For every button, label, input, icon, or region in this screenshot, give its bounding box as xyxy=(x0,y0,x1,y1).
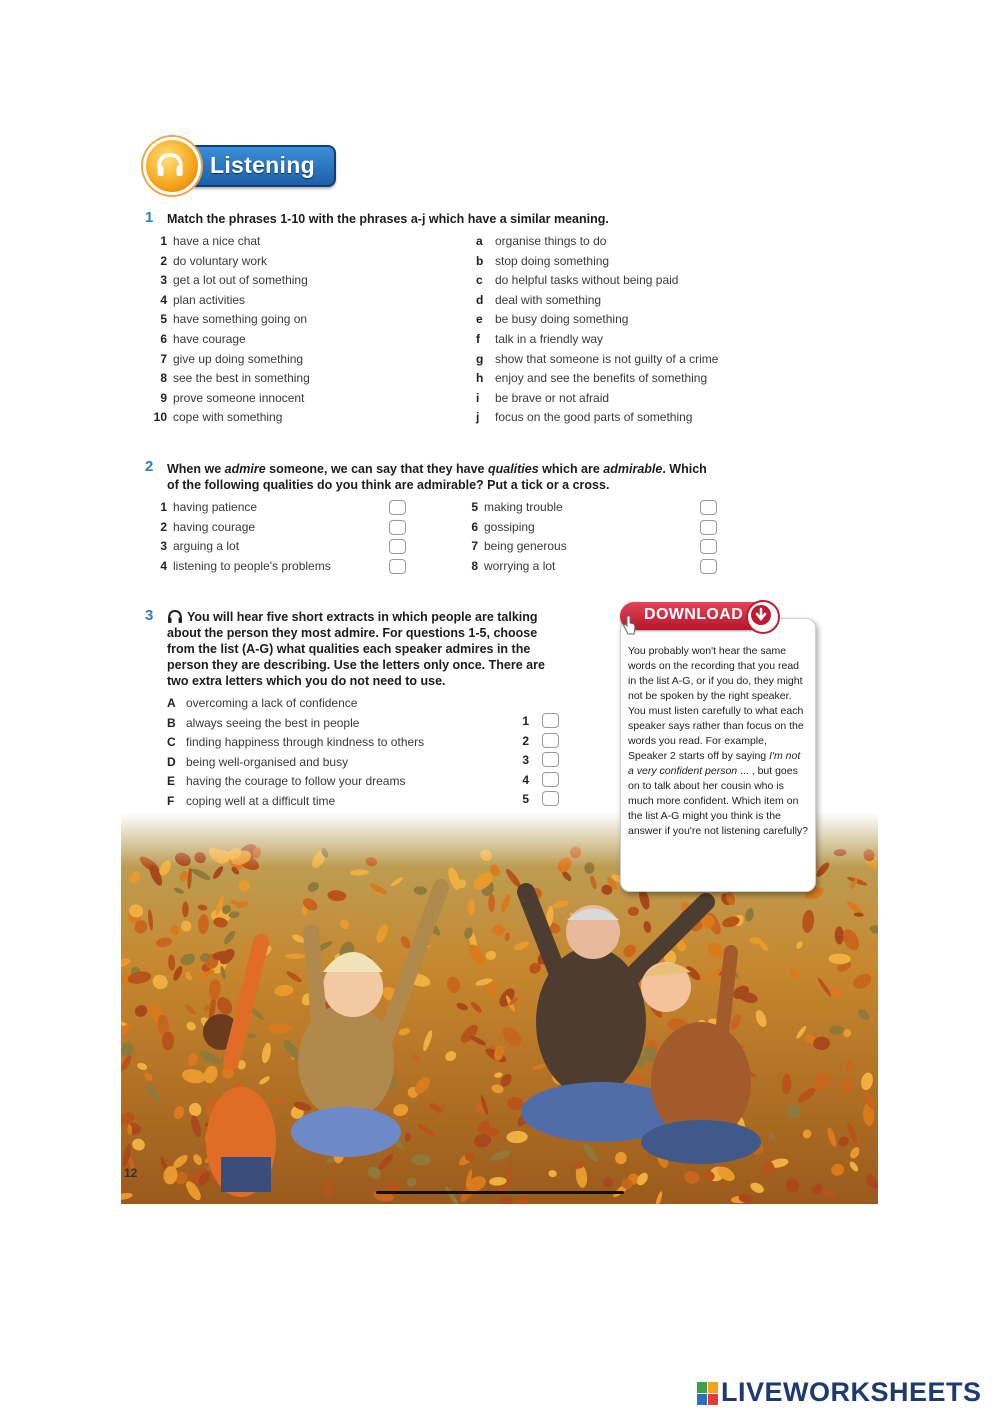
listening-title: Listening xyxy=(210,152,315,178)
q3-option xyxy=(167,792,335,811)
q2-quality-number: 2 xyxy=(160,519,167,534)
answer-number: 3 xyxy=(522,753,529,768)
q1-left-item xyxy=(147,271,308,290)
download-tip-text: You probably won't hear the same words on the recording that you read in the list A-G, or if you do, they might not be spoken by the right speaker. You must listen carefully to what each speaker says rather than focus on the words you read. For example, Speaker 2 starts off by saying I'm not a very confident person ... , but goes on to talk about her cousin who is much more confident. Which item on the list A-G might you think is the answer if you're not listening carefully? xyxy=(628,645,809,837)
answer-box[interactable] xyxy=(542,752,559,767)
pointing-hand-icon xyxy=(622,614,636,641)
q2-instruction-line2: of the following qualities do you think are admirable? Put a tick or a cross. xyxy=(167,478,610,492)
q2-quality-text: having courage xyxy=(173,519,256,534)
q2-quality-text: making trouble xyxy=(484,500,563,514)
q2-quality-number: 8 xyxy=(471,558,478,573)
q1-left-text: prove someone innocent xyxy=(173,390,305,405)
q1-right-item xyxy=(476,369,707,388)
q1-left-item xyxy=(147,310,307,329)
tick-box[interactable] xyxy=(700,539,717,554)
answer-box[interactable] xyxy=(542,772,559,787)
q1-right-letter: g xyxy=(476,351,484,366)
q2-quality-item xyxy=(147,557,331,576)
q1-left-number: 3 xyxy=(160,273,167,288)
q1-left-item xyxy=(147,291,245,310)
q2-quality-number: 1 xyxy=(160,500,167,514)
q2-quality-text: having patience xyxy=(173,500,258,514)
q1-right-item xyxy=(476,252,609,271)
q1-left-item xyxy=(147,330,246,349)
q1-right-item xyxy=(476,310,628,329)
q1-left-number: 7 xyxy=(160,351,167,366)
q1-right-text: stop doing something xyxy=(495,253,610,268)
q1-instruction: Match the phrases 1-10 with the phrases a-j which have a similar meaning. xyxy=(167,212,609,226)
q2-quality-number: 4 xyxy=(160,558,167,573)
q1-left-text: cope with something xyxy=(173,410,283,425)
q3-option-letter: F xyxy=(167,794,175,808)
q1-right-text: deal with something xyxy=(495,292,602,307)
q2-quality-item xyxy=(458,518,535,537)
q2-quality-number: 7 xyxy=(471,539,478,554)
q1-right-letter: i xyxy=(476,390,480,405)
q1-right-letter: j xyxy=(476,410,480,425)
q2-number: 2 xyxy=(145,458,154,475)
q1-right-text: be brave or not afraid xyxy=(495,390,610,405)
q2-quality-text: listening to people's problems xyxy=(173,558,331,573)
liveworksheets-brand: LIVEWORKSHEETS xyxy=(721,1377,982,1407)
q1-left-item xyxy=(147,389,304,408)
q2-quality-text: gossiping xyxy=(484,519,535,534)
tick-box[interactable] xyxy=(389,539,406,554)
q3-instruction-line: You will hear five short extracts in which people are talking xyxy=(187,610,538,624)
q3-option-text: having the courage to follow your dreams xyxy=(186,774,406,789)
q1-left-text: have something going on xyxy=(173,312,308,327)
liveworksheets-logo-icon xyxy=(697,1382,719,1406)
tick-box[interactable] xyxy=(700,559,717,574)
q1-right-item xyxy=(476,350,718,369)
q1-right-letter: a xyxy=(476,234,483,248)
q1-right-letter: b xyxy=(476,253,484,268)
q2-quality-item xyxy=(147,537,239,556)
q1-right-text: talk in a friendly way xyxy=(495,332,604,346)
q2-instruction-line1: When we admire someone, we can say that they have qualities which are admirable. Which xyxy=(167,462,707,476)
q1-left-item xyxy=(147,408,282,427)
q1-left-number: 1 xyxy=(160,234,167,248)
q1-left-number: 5 xyxy=(160,312,167,327)
q3-option-text: overcoming a lack of confidence xyxy=(186,696,358,710)
q3-instruction-line: person they are describing. Use the letters only once. There are xyxy=(167,658,545,672)
q3-instruction-line: about the person they most admire. For questions 1-5, choose xyxy=(167,626,538,640)
q1-left-text: give up doing something xyxy=(173,351,304,366)
tick-box[interactable] xyxy=(389,500,406,515)
q3-option-text: being well-organised and busy xyxy=(186,754,349,769)
q3-number: 3 xyxy=(145,607,154,624)
q1-right-text: focus on the good parts of something xyxy=(495,410,693,425)
q1-right-text: organise things to do xyxy=(495,234,607,248)
q3-option xyxy=(167,772,405,791)
answer-number: 1 xyxy=(522,714,529,728)
q1-right-item xyxy=(476,330,603,349)
q1-right-text: be busy doing something xyxy=(495,312,629,327)
tick-box[interactable] xyxy=(389,559,406,574)
q1-left-text: see the best in something xyxy=(173,371,310,386)
q3-option-letter: A xyxy=(167,696,176,710)
q3-instruction-line: two extra letters which you do not need to use. xyxy=(167,674,446,688)
q1-right-item xyxy=(476,291,601,310)
q2-quality-item xyxy=(458,498,563,517)
q1-right-letter: c xyxy=(476,273,483,288)
answer-number: 5 xyxy=(522,792,529,807)
q3-option xyxy=(167,714,359,733)
q1-left-text: plan activities xyxy=(173,292,246,307)
q1-right-letter: f xyxy=(476,332,480,346)
download-arrow-icon xyxy=(746,600,780,634)
headphones-icon xyxy=(143,137,201,195)
q3-option-text: coping well at a difficult time xyxy=(186,794,336,808)
q2-quality-item xyxy=(458,537,567,556)
q1-right-letter: h xyxy=(476,371,484,386)
q2-quality-number: 6 xyxy=(471,519,478,534)
q1-left-item xyxy=(147,252,267,271)
q2-quality-number: 5 xyxy=(471,500,478,514)
q3-option-text: always seeing the best in people xyxy=(186,715,360,730)
q2-quality-text: worrying a lot xyxy=(484,558,556,573)
page-number: 12 xyxy=(124,1166,138,1180)
q1-left-item xyxy=(147,350,303,369)
q2-quality-text: being generous xyxy=(484,539,567,554)
download-badge xyxy=(618,600,778,632)
q1-left-number: 8 xyxy=(160,371,167,386)
q1-left-number: 6 xyxy=(160,332,167,346)
q2-quality-item xyxy=(147,498,257,517)
q1-right-text: do helpful tasks without being paid xyxy=(495,273,679,288)
answer-number: 2 xyxy=(522,733,529,748)
answer-box[interactable] xyxy=(542,733,559,748)
q1-right-item xyxy=(476,389,609,408)
q1-left-text: get a lot out of something xyxy=(173,273,308,288)
q1-left-number: 10 xyxy=(153,410,167,425)
q2-quality-item xyxy=(147,518,255,537)
q3-option xyxy=(167,694,357,713)
q1-left-item xyxy=(147,369,310,388)
q1-right-item xyxy=(476,271,678,290)
q1-left-text: do voluntary work xyxy=(173,253,268,268)
q1-right-text: show that someone is not guilty of a crime xyxy=(495,351,719,366)
answer-box[interactable] xyxy=(542,713,559,728)
q3-option xyxy=(167,753,348,772)
q1-left-text: have a nice chat xyxy=(173,234,261,248)
q2-quality-number: 3 xyxy=(160,539,167,554)
q1-right-text: enjoy and see the benefits of something xyxy=(495,371,708,386)
answer-box[interactable] xyxy=(542,791,559,806)
q1-right-item xyxy=(476,232,606,251)
q1-number: 1 xyxy=(145,209,154,226)
q3-instruction-line: from the list (A-G) what qualities each speaker admires in the xyxy=(167,642,531,656)
q1-right-letter: e xyxy=(476,312,483,327)
tick-box[interactable] xyxy=(700,500,717,515)
q2-quality-item xyxy=(458,557,555,576)
answer-number: 4 xyxy=(522,772,529,787)
q3-option-letter: D xyxy=(167,754,176,769)
q2-quality-text: arguing a lot xyxy=(173,539,240,554)
scroll-indicator[interactable] xyxy=(376,1191,624,1194)
q3-option xyxy=(167,733,424,752)
q3-option-letter: B xyxy=(167,715,176,730)
q3-option-text: finding happiness through kindness to others xyxy=(186,735,425,750)
q1-left-text: have courage xyxy=(173,332,246,346)
listening-title-bar xyxy=(182,145,336,187)
listening-header xyxy=(140,135,340,195)
q1-left-item xyxy=(147,232,260,251)
q1-left-number: 2 xyxy=(160,253,167,268)
q1-left-number: 4 xyxy=(160,292,167,307)
tick-box[interactable] xyxy=(700,520,717,535)
download-label: DOWNLOAD xyxy=(644,606,744,623)
q3-option-letter: E xyxy=(167,774,176,789)
q1-right-item xyxy=(476,408,692,427)
q3-option-letter: C xyxy=(167,735,176,750)
tick-box[interactable] xyxy=(389,520,406,535)
q1-right-letter: d xyxy=(476,292,484,307)
q1-left-number: 9 xyxy=(160,390,167,405)
